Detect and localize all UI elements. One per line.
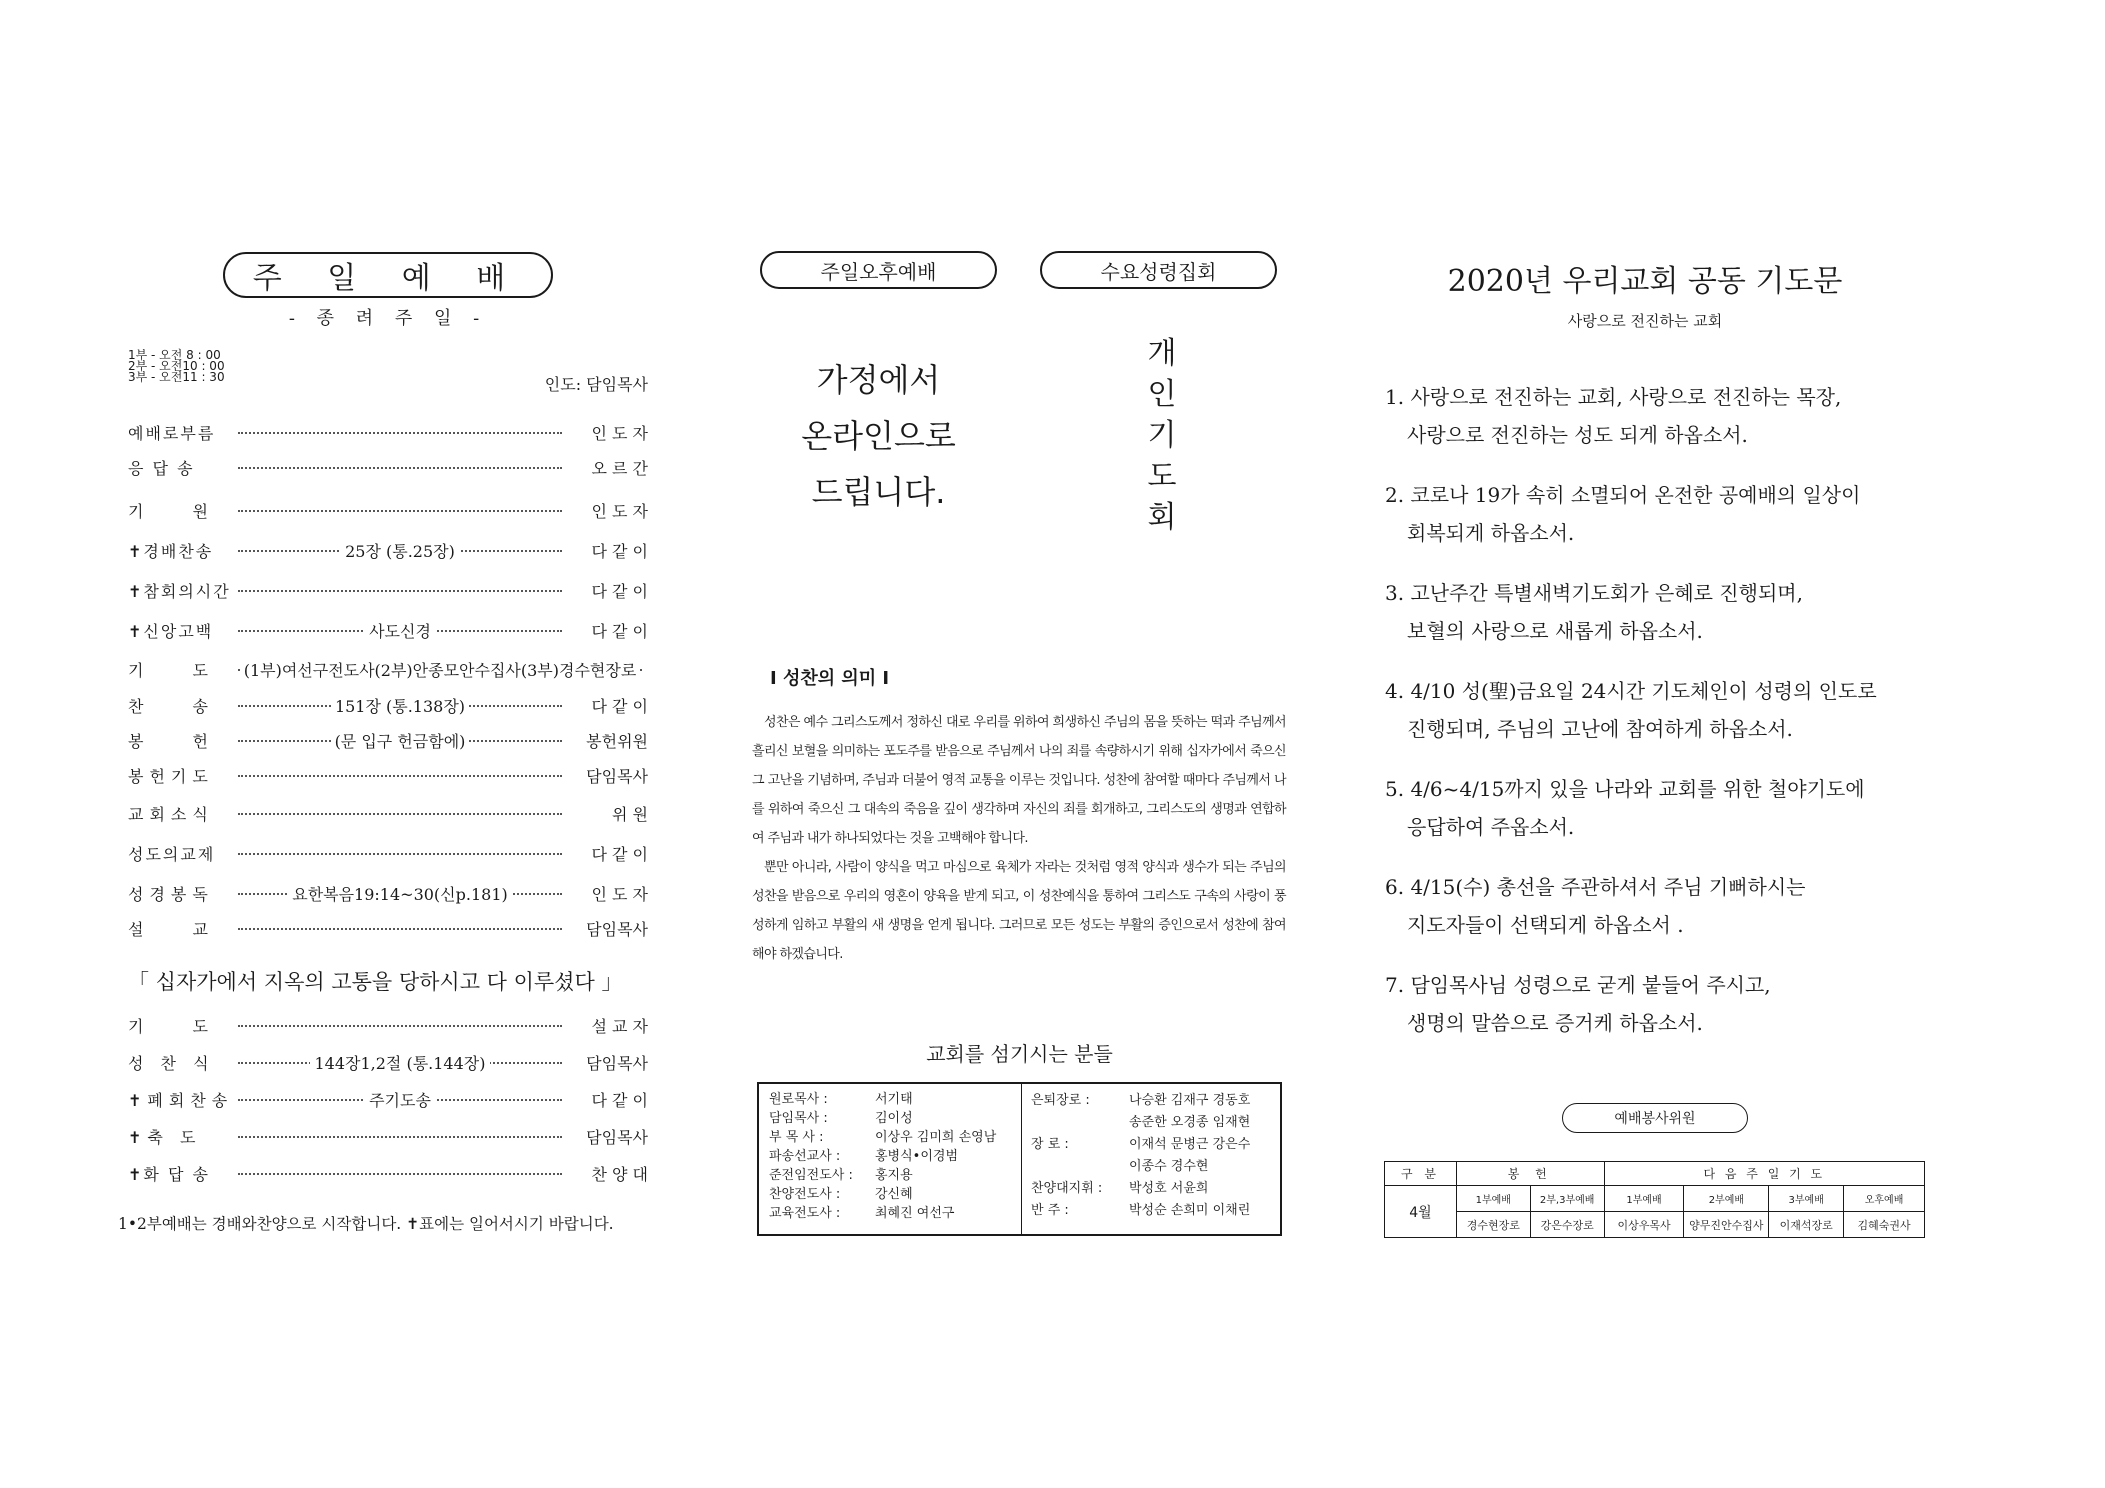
order-role: 인 도 자 bbox=[591, 884, 648, 904]
duty-sub-3: 1부예배 bbox=[1604, 1186, 1684, 1212]
order-leader-line bbox=[238, 417, 562, 447]
duty-month: 4월 bbox=[1385, 1186, 1457, 1238]
staff-divider bbox=[1021, 1084, 1022, 1234]
order-detail: (1부)여선구전도사(2부)안종모안수집사(3부)경수현장로 bbox=[240, 658, 641, 681]
dotted-leader bbox=[238, 1173, 562, 1175]
prayer-line-2: 회복되게 하옵소서. bbox=[1407, 521, 1575, 545]
essay-paragraph-2: 뿐만 아니라, 사람이 양식을 먹고 마심으로 육체가 자라는 것처럼 영적 양식과 생수가 되는 주님의 성찬을 받음으로 우리의 영혼이 양육을 받게 되고, 이 성찬예식을 통하여 그리스도 구속의 사랑이 풍성하게 임하고 부활의 새 생명을 얻게 됩니다. 그러므로 모든 성도는 부활의 증인으로서 성찬에 참여해야 하겠습니다. bbox=[752, 860, 1286, 962]
service-times bbox=[128, 350, 225, 383]
staff-role: 원로목사 : bbox=[769, 1092, 828, 1107]
order-detail: 사도신경 bbox=[365, 619, 435, 642]
order-label: ✝신앙고백 bbox=[128, 621, 214, 641]
staff-role: 찬양전도사 : bbox=[769, 1187, 841, 1202]
dotted-leader bbox=[238, 813, 562, 815]
duty-pill bbox=[1562, 1103, 1748, 1133]
personal-prayer-char-2: 인 bbox=[1147, 377, 1177, 412]
prayer-line-1: 1. 사랑으로 전진하는 교회, 사랑으로 전진하는 목장, bbox=[1385, 385, 1842, 409]
order-leader-line bbox=[238, 1121, 562, 1151]
order-label: 봉헌기도 bbox=[128, 766, 214, 786]
order-label: 응 답 송 bbox=[128, 458, 195, 478]
staff-row bbox=[769, 1090, 996, 1109]
online-line-3: 드립니다. bbox=[811, 473, 946, 511]
staff-row bbox=[769, 1128, 996, 1147]
order-leader-line bbox=[238, 1010, 562, 1040]
order-role: 찬 양 대 bbox=[591, 1164, 648, 1184]
order-row bbox=[128, 690, 648, 720]
staff-role bbox=[1031, 1156, 1123, 1178]
staff-names: 이재석 문병근 강은수 bbox=[1129, 1137, 1251, 1152]
order-label: 성도의교제 bbox=[128, 844, 216, 864]
order-row bbox=[128, 838, 648, 868]
staff-names: 최혜진 여선구 bbox=[875, 1206, 955, 1221]
personal-prayer-char-1: 개 bbox=[1147, 336, 1177, 371]
prayer-item bbox=[1385, 672, 1877, 748]
order-label: ✝참회의시간 bbox=[128, 581, 231, 601]
staff-names: 강신혜 bbox=[875, 1187, 913, 1202]
order-label: 성 찬 식 bbox=[128, 1053, 215, 1073]
duty-header-bongheon: 봉 헌 bbox=[1456, 1162, 1604, 1186]
staff-row bbox=[1031, 1156, 1250, 1178]
order-detail: 25장 (통.25장) bbox=[341, 539, 459, 562]
prayer-item bbox=[1385, 966, 1771, 1042]
order-role: 다 같 이 bbox=[591, 1090, 648, 1110]
staff-title: 교회를 섬기시는 분들 bbox=[926, 1042, 1113, 1066]
staff-role: 파송선교사 : bbox=[769, 1149, 841, 1164]
order-role: 오 르 간 bbox=[591, 458, 648, 478]
staff-row bbox=[769, 1147, 996, 1166]
staff-row bbox=[769, 1204, 996, 1223]
service-time-2: 2부 - 오전10 : 00 bbox=[128, 359, 225, 373]
prayer-item bbox=[1385, 770, 1865, 846]
wednesday-service-label: 수요성령집회 bbox=[1100, 259, 1217, 284]
prayer-line-1: 7. 담임목사님 성령으로 굳게 붙들어 주시고, bbox=[1385, 973, 1771, 997]
dotted-leader bbox=[238, 928, 562, 930]
order-role: 담임목사 bbox=[586, 919, 648, 939]
staff-row bbox=[769, 1109, 996, 1128]
order-row bbox=[128, 913, 648, 943]
order-row bbox=[128, 1010, 648, 1040]
order-label: 찬 송 bbox=[128, 696, 230, 716]
staff-names: 이종수 경수현 bbox=[1129, 1159, 1209, 1174]
personal-prayer-vertical bbox=[1142, 333, 1182, 538]
essay-body bbox=[752, 708, 1286, 969]
duty-value-5: 이재석장로 bbox=[1769, 1212, 1844, 1238]
staff-names: 홍지용 bbox=[875, 1168, 913, 1183]
prayer-item bbox=[1385, 574, 1803, 650]
order-row bbox=[128, 1047, 648, 1077]
staff-role: 반 주 : bbox=[1031, 1203, 1069, 1218]
order-label: 교회소식 bbox=[128, 804, 214, 824]
staff-role: 담임목사 : bbox=[769, 1111, 828, 1126]
prayer-line-1: 2. 코로나 19가 속히 소멸되어 온전한 공예배의 일상이 bbox=[1385, 483, 1861, 507]
afternoon-service-pill bbox=[760, 251, 997, 289]
order-leader-line bbox=[238, 535, 562, 565]
prayer-line-1: 5. 4/6~4/15까지 있을 나라와 교회를 위한 철야기도에 bbox=[1385, 777, 1865, 801]
staff-row bbox=[1031, 1178, 1250, 1200]
prayer-line-2: 응답하여 주옵소서. bbox=[1407, 815, 1575, 839]
order-role: 다 같 이 bbox=[591, 621, 648, 641]
order-label: 예배로부름 bbox=[128, 423, 216, 443]
order-label: 기 도 bbox=[128, 1016, 230, 1036]
personal-prayer-char-4: 도 bbox=[1147, 459, 1177, 494]
essay-title: Ⅰ 성찬의 의미 Ⅰ bbox=[770, 668, 890, 689]
staff-row bbox=[1031, 1112, 1250, 1134]
duty-value-2: 강은수장로 bbox=[1530, 1212, 1604, 1238]
duty-sub-5: 3부예배 bbox=[1769, 1186, 1844, 1212]
service-time-3: 3부 - 오전11 : 30 bbox=[128, 370, 225, 384]
order-detail: (문 입구 헌금함에) bbox=[331, 729, 470, 752]
order-row bbox=[128, 417, 648, 447]
order-leader-line bbox=[238, 1158, 562, 1188]
duty-value-3: 이상우목사 bbox=[1604, 1212, 1684, 1238]
order-leader-line bbox=[238, 725, 562, 755]
staff-box bbox=[757, 1082, 1282, 1236]
order-label: 설 교 bbox=[128, 919, 230, 939]
dotted-leader bbox=[238, 590, 562, 592]
worship-footnote: 1•2부예배는 경배와찬양으로 시작합니다. ✝표에는 일어서시기 바랍니다. bbox=[118, 1215, 614, 1233]
staff-names: 홍병식•이경범 bbox=[875, 1149, 959, 1164]
dotted-leader bbox=[238, 853, 562, 855]
order-row bbox=[128, 1158, 648, 1188]
order-leader-line bbox=[238, 615, 562, 645]
prayer-item bbox=[1385, 868, 1806, 944]
personal-prayer-char-3: 기 bbox=[1147, 418, 1177, 453]
prayer-line-2: 생명의 말씀으로 증거케 하옵소서. bbox=[1407, 1011, 1703, 1035]
prayer-line-2: 진행되며, 주님의 고난에 참여하게 하옵소서. bbox=[1407, 717, 1793, 741]
duty-sub-4: 2부예배 bbox=[1684, 1186, 1769, 1212]
staff-right-list bbox=[1031, 1090, 1250, 1222]
order-leader-line bbox=[238, 838, 562, 868]
order-row bbox=[128, 1084, 648, 1114]
staff-role: 장 로 : bbox=[1031, 1137, 1069, 1152]
staff-row bbox=[1031, 1200, 1250, 1222]
sermon-title: 「 십자가에서 지옥의 고통을 당하시고 다 이루셨다 」 bbox=[128, 970, 623, 994]
order-detail: 151장 (통.138장) bbox=[331, 694, 469, 717]
order-role: 인 도 자 bbox=[591, 423, 648, 443]
online-line-1: 가정에서 bbox=[816, 361, 941, 399]
staff-row bbox=[1031, 1134, 1250, 1156]
order-label: 봉 헌 bbox=[128, 731, 230, 751]
order-row bbox=[128, 798, 648, 828]
online-line-2: 온라인으로 bbox=[801, 417, 956, 455]
duty-value-4: 양무진안수집사 bbox=[1684, 1212, 1769, 1238]
dotted-leader bbox=[238, 510, 562, 512]
duty-header-next-prayer: 다 음 주 일 기 도 bbox=[1604, 1162, 1924, 1186]
duty-sub-1: 1부예배 bbox=[1456, 1186, 1530, 1212]
staff-names: 서기태 bbox=[875, 1092, 913, 1107]
order-leader-line bbox=[238, 1084, 562, 1114]
order-label: ✝화 답 송 bbox=[128, 1164, 210, 1184]
order-row bbox=[128, 452, 648, 482]
order-row bbox=[128, 535, 648, 565]
dotted-leader bbox=[238, 775, 562, 777]
dotted-leader bbox=[238, 467, 562, 469]
duty-pill-label: 예배봉사위원 bbox=[1614, 1111, 1696, 1127]
order-row bbox=[128, 725, 648, 755]
order-detail: 144장1,2절 (통.144장) bbox=[310, 1051, 489, 1074]
duty-header-gubun: 구 분 bbox=[1385, 1162, 1457, 1186]
afternoon-service-label: 주일오후예배 bbox=[820, 259, 937, 284]
staff-row bbox=[1031, 1090, 1250, 1112]
order-row bbox=[128, 615, 648, 645]
worship-title-pill bbox=[223, 252, 553, 298]
order-label: 성경봉독 bbox=[128, 884, 214, 904]
order-role: 인 도 자 bbox=[591, 501, 648, 521]
order-label: ✝축 도 bbox=[128, 1127, 202, 1147]
order-detail: 요한복음19:14~30(신p.181) bbox=[288, 882, 512, 905]
dotted-leader bbox=[238, 432, 562, 434]
prayer-line-1: 4. 4/10 성(聖)금요일 24시간 기도체인이 성령의 인도로 bbox=[1385, 679, 1877, 703]
order-leader-line bbox=[238, 1047, 562, 1077]
prayer-item bbox=[1385, 378, 1841, 454]
order-role: 담임목사 bbox=[586, 766, 648, 786]
prayer-item bbox=[1385, 476, 1860, 552]
staff-names: 이상우 김미희 손영남 bbox=[875, 1130, 997, 1145]
prayer-subtitle: 사랑으로 전진하는 교회 bbox=[1567, 312, 1723, 330]
order-leader-line bbox=[238, 690, 562, 720]
order-label: ✝경배찬송 bbox=[128, 541, 214, 561]
worship-title: 주 일 예 배 bbox=[252, 261, 524, 296]
staff-role: 찬양대지휘 : bbox=[1031, 1181, 1103, 1196]
wednesday-service-pill bbox=[1040, 251, 1277, 289]
order-role: 다 같 이 bbox=[591, 581, 648, 601]
order-leader-line bbox=[238, 760, 562, 790]
staff-names: 나승환 김재구 경동호 bbox=[1129, 1093, 1251, 1108]
order-label: 기 도 bbox=[128, 660, 230, 680]
staff-row bbox=[769, 1166, 996, 1185]
order-row bbox=[128, 495, 648, 525]
staff-names: 박성순 손희미 이채린 bbox=[1129, 1203, 1251, 1218]
order-leader-line bbox=[238, 878, 562, 908]
staff-role: 부 목 사 : bbox=[769, 1130, 824, 1145]
online-notice bbox=[760, 352, 997, 520]
staff-role: 교육전도사 : bbox=[769, 1206, 841, 1221]
personal-prayer-char-5: 회 bbox=[1147, 500, 1177, 535]
essay-paragraph-1: 성찬은 예수 그리스도께서 정하신 대로 우리를 위하여 희생하신 주님의 몸을 뜻하는 떡과 주님께서 흘리신 보혈을 의미하는 포도주를 받음으로 주님께서 나의 죄를 속량하시기 위해 십자가에서 죽으신 그 고난을 기념하며, 주님과 더불어 영적 교통을 이루는 것입니다. 성찬에 참여할 때마다 주님께서 나를 위하여 죽으신 그 대속의 죽음을 깊이 생각하며 자신의 죄를 회개하고, 그리스도의 생명과 연합하여 주님과 내가 하나되었다는 것을 고백해야 합니다. bbox=[752, 715, 1286, 846]
staff-names: 박성호 서윤희 bbox=[1129, 1181, 1209, 1196]
staff-role: 은퇴장로 : bbox=[1031, 1093, 1090, 1108]
order-detail: 주기도송 bbox=[365, 1088, 435, 1111]
prayer-line-1: 3. 고난주간 특별새벽기도회가 은혜로 진행되며, bbox=[1385, 581, 1803, 605]
order-role: 다 같 이 bbox=[591, 541, 648, 561]
staff-names: 김이성 bbox=[875, 1111, 913, 1126]
leader-label: 인도: 담임목사 bbox=[544, 375, 648, 394]
order-leader-line bbox=[238, 654, 642, 684]
order-label: ✝폐회찬송 bbox=[128, 1090, 234, 1110]
duty-table bbox=[1384, 1161, 1925, 1238]
duty-value-6: 김혜숙권사 bbox=[1844, 1212, 1925, 1238]
order-role: 봉헌위원 bbox=[586, 731, 648, 751]
order-row bbox=[128, 654, 648, 684]
worship-subtitle: - 종 려 주 일 - bbox=[288, 308, 488, 329]
order-row bbox=[128, 1121, 648, 1151]
staff-names: 송준한 오경종 임재현 bbox=[1129, 1115, 1251, 1130]
order-leader-line bbox=[238, 913, 562, 943]
duty-value-1: 경수현장로 bbox=[1456, 1212, 1530, 1238]
duty-sub-6: 오후예배 bbox=[1844, 1186, 1925, 1212]
order-row bbox=[128, 575, 648, 605]
prayer-line-1: 6. 4/15(수) 총선을 주관하셔서 주님 기뻐하시는 bbox=[1385, 875, 1806, 899]
order-row bbox=[128, 760, 648, 790]
prayer-line-2: 지도자들이 선택되게 하옵소서 . bbox=[1407, 913, 1684, 937]
order-role: 다 같 이 bbox=[591, 844, 648, 864]
prayer-line-2: 사랑으로 전진하는 성도 되게 하옵소서. bbox=[1407, 423, 1748, 447]
service-time-1: 1부 - 오전 8 : 00 bbox=[128, 348, 221, 362]
prayer-line-2: 보혈의 사랑으로 새롭게 하옵소서. bbox=[1407, 619, 1703, 643]
prayer-title: 2020년 우리교회 공동 기도문 bbox=[1447, 264, 1843, 299]
staff-left-list bbox=[769, 1090, 996, 1223]
order-role: 다 같 이 bbox=[591, 696, 648, 716]
order-leader-line bbox=[238, 495, 562, 525]
order-leader-line bbox=[238, 575, 562, 605]
order-role: 담임목사 bbox=[586, 1053, 648, 1073]
staff-role bbox=[1031, 1112, 1123, 1134]
order-leader-line bbox=[238, 798, 562, 828]
order-role: 설 교 자 bbox=[591, 1016, 648, 1036]
order-role: 위 원 bbox=[612, 804, 648, 824]
order-leader-line bbox=[238, 452, 562, 482]
duty-sub-2: 2부,3부예배 bbox=[1530, 1186, 1604, 1212]
staff-role: 준전임전도사 : bbox=[769, 1168, 853, 1183]
dotted-leader bbox=[238, 1136, 562, 1138]
order-role: 담임목사 bbox=[586, 1127, 648, 1147]
staff-row bbox=[769, 1185, 996, 1204]
order-row bbox=[128, 878, 648, 908]
dotted-leader bbox=[238, 1025, 562, 1027]
order-label: 기 원 bbox=[128, 501, 230, 521]
